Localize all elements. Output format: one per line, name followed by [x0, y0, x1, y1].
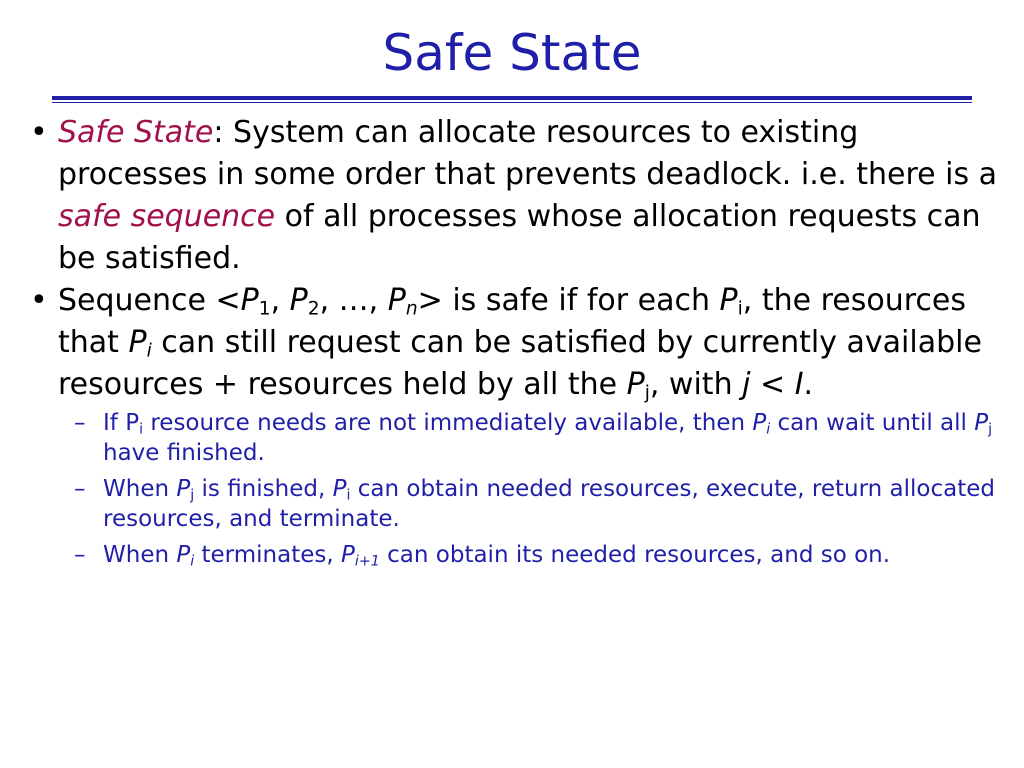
term-safe-sequence: safe sequence — [58, 199, 276, 234]
symbol-p: P — [240, 283, 259, 318]
sub-bullet-finished — [30, 474, 1005, 534]
subscript: j — [644, 382, 650, 404]
subscript: i — [146, 340, 152, 362]
term-safe-state: Safe State — [58, 115, 214, 150]
bullet-text: , — [270, 283, 290, 318]
bullet-dot-icon: • — [30, 283, 48, 318]
bullet-text: , the resources that — [58, 283, 967, 360]
subscript: i — [346, 487, 351, 504]
bullet-text: , with — [649, 367, 743, 402]
bullet-text: . — [803, 367, 814, 402]
symbol-i: I — [794, 367, 804, 402]
title-rule-thin — [52, 102, 972, 103]
symbol-p: P — [176, 476, 191, 502]
symbol-p: P — [719, 283, 738, 318]
title-rule-thick — [52, 96, 972, 100]
bullet-text: Sequence < — [58, 283, 241, 318]
sub-text: can obtain needed resources, execute, return allocated resources, and terminate. — [103, 476, 995, 532]
sub-text: If P — [103, 410, 140, 436]
slide-title: Safe State — [382, 24, 642, 82]
bullet-text: < — [750, 367, 795, 402]
sub-text: When — [103, 476, 177, 502]
subscript: i — [190, 553, 195, 570]
symbol-j: j — [742, 367, 751, 402]
bullet-text: , …, — [319, 283, 388, 318]
subscript: j — [988, 421, 993, 438]
symbol-p: P — [340, 542, 355, 568]
slide-body — [30, 112, 1005, 576]
sub-text: can wait until all — [770, 410, 975, 436]
bullet-text: of all processes whose allocation requests can be satisfied. — [58, 199, 981, 276]
bullet-sequence — [30, 280, 1005, 406]
dash-icon: – — [74, 542, 86, 568]
bullet-dot-icon: • — [30, 115, 48, 150]
symbol-p: P — [626, 367, 645, 402]
symbol-p: P — [176, 542, 191, 568]
sub-text: is finished, — [194, 476, 333, 502]
dash-icon: – — [74, 410, 86, 436]
subscript: 1 — [258, 298, 271, 320]
sub-text: can obtain its needed resources, and so on. — [379, 542, 891, 568]
sub-text: terminates, — [194, 542, 341, 568]
bullet-safe-state — [30, 112, 1005, 280]
subscript: i — [737, 298, 743, 320]
symbol-p: P — [387, 283, 406, 318]
symbol-p: P — [332, 476, 347, 502]
bullet-text: : System can allocate resources to existing processes in some order that prevents deadlock. i.e. there is a — [58, 115, 998, 192]
sub-bullet-list — [30, 408, 1005, 570]
subscript: 2 — [307, 298, 320, 320]
symbol-p: P — [128, 325, 147, 360]
subscript: j — [190, 487, 195, 504]
sub-text: When — [103, 542, 177, 568]
sub-bullet-terminates — [30, 540, 1005, 570]
dash-icon: – — [74, 476, 86, 502]
subscript: n — [405, 298, 418, 320]
sub-text: have finished. — [103, 440, 265, 466]
subscript: i+1 — [354, 553, 380, 570]
sub-bullet-wait — [30, 408, 1005, 468]
sub-text: resource needs are not immediately available, then — [143, 410, 753, 436]
bullet-text: can still request can be satisfied by currently available resources + resources held by all the — [58, 325, 982, 402]
bullet-text: > is safe if for each — [417, 283, 720, 318]
symbol-p: P — [752, 410, 767, 436]
subscript: i — [139, 421, 144, 438]
subscript: i — [766, 421, 771, 438]
symbol-p: P — [974, 410, 989, 436]
symbol-p: P — [289, 283, 308, 318]
